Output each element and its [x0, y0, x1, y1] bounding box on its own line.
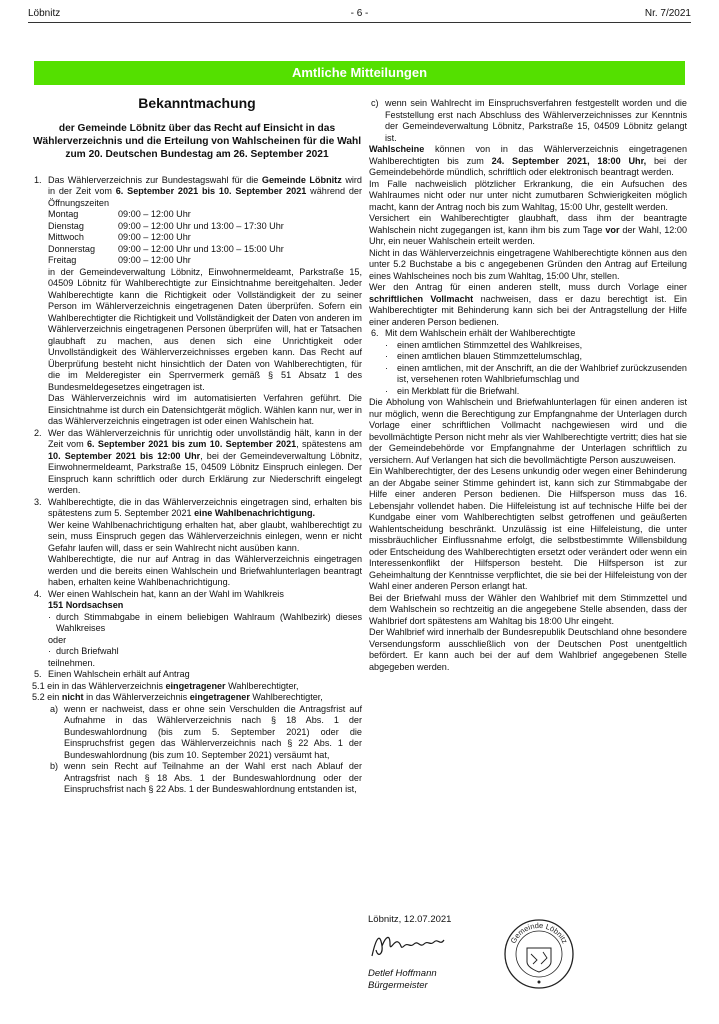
handwritten-signature — [368, 928, 450, 962]
item-6-bullet: · ein Merkblatt für die Briefwahl. — [385, 385, 520, 396]
hours-row: Dienstag 09:00 – 12:00 Uhr und 13:00 – 17:30 Uhr — [48, 220, 284, 231]
item-4: 4. Wer einen Wahlschein hat, kann an der Wahl im Wahlkreis 151 Nordsachsen — [34, 588, 284, 610]
signer-role: Bürgermeister — [368, 980, 428, 991]
item-5-2-a: a) wenn er nachweist, dass er ohne sein Verschulden die Antragsfrist auf Aufnahme in das Wählerverzeichnis nach § 18 Abs. 1 der Bundeswahlordnung (bis zum 5. September 2021) oder die Einspruchsfrist gegen das Wählerverzeichnis nach § 22 Abs. 1 der Bundeswahlordnung (bis zum 10. September 2021) versäumt hat, — [50, 703, 362, 760]
illness-para: Im Falle nachweislich plötzlicher Erkrankung, die ein Aufsuchen des Wahlraumes nicht oder nur unter nicht zumutbaren Schwierigkeiten möglich macht, kann der Antrag noch bis zum Wahltag, 15:00 Uhr, gestellt werden. — [369, 178, 687, 212]
item-6-bullet: · einen amtlichen, mit der Anschrift, an die der Wahlbrief zurückzusenden ist, versehenen roten Wahlbriefumschlag und — [385, 362, 687, 384]
postal-vote-para: Bei der Briefwahl muss der Wähler den Wahlbrief mit dem Stimmzettel und dem Wahlschein so rechtzeitig an die angegebene Stelle absenden, dass der Wahlbrief dort spätestens am Wahltag bis 18:00 Uhr eingeht. — [369, 592, 687, 626]
item-4-end: teilnehmen. — [48, 657, 96, 668]
hours-row: Donnerstag 09:00 – 12:00 Uhr und 13:00 – 15:00 Uhr — [48, 243, 284, 254]
item-1-body-2: Das Wählerverzeichnis wird im automatisierten Verfahren geführt. Die Einsichtnahme ist durch ein Datensichtgerät möglich. Wählen kann nur, wer in das Wählerverzeichnis eingetragen ist oder einen Wahlschein hat. — [48, 393, 362, 426]
proxy-para: Wer den Antrag für einen anderen stellt, muss durch Vorlage einer schriftlichen Vollmacht nachweisen, dass er dazu berechtigt ist. Ein Wahlberechtigter mit Behinderung kann sich bei der Antragstellung der Hilfe einer anderen Person bedienen. — [369, 282, 687, 327]
header-page-number: - 6 - — [350, 8, 369, 19]
lost-ballot-para: Versichert ein Wahlberechtigter glaubhaft, dass ihm der beantragte Wahlschein nicht zugegangen ist, kann ihm bis zum Tage vor der Wahl, 12:00 Uhr, ein neuer Wahlschein erteilt werden. — [369, 213, 687, 246]
item-5: 5. Einen Wahlschein erhält auf Antrag — [34, 669, 190, 679]
delivery-para: Der Wahlbrief wird innerhalb der Bundesrepublik Deutschland ohne besondere Versendungsform ausschließlich von der Deutschen Post unentgeltlich befördert. Er kann auch bei der auf dem Wahlbrief angegebenen Stelle abgegeben werden. — [369, 627, 687, 672]
item-5-2-c: c) wenn sein Wahlrecht im Einspruchsverfahren festgestellt worden und die Feststellung erst nach Abschluss des Wählerverzeichnisses zur Kenntnis der Gemeindeverwaltung Löbnitz, Parkstraße 15, 04509 Löbnitz gelangt ist. — [371, 98, 687, 143]
section-banner: Amtliche Mitteilungen — [34, 61, 685, 85]
assistance-para: Ein Wahlberechtigter, der des Lesens unkundig oder wegen einer Behinderung an der Abgabe seiner Stimme gehindert ist, kann sich zur Stimmabgabe der Hilfe einer anderen Person bedienen. Die Hilfsperson muss das 16. Lebensjahr vollendet haben. Die Hilfeleistung ist auf technische Hilfe bei der Kundgabe einer vom Wahlberechtigten selbst getroffenen und geäußerten Wahlentscheidung beschränkt. Unzulässig ist eine Hilfeleistung, die unter missbräuchlicher Einflussnahme erfolgt, die selbstbestimmte Willensbildung oder Entscheidung des Wahlberechtigten ersetzt oder verändert oder wenn ein Interessenkonflikt der Hilfsperson besteht. Die Hilfsperson ist zur Geheimhaltung der Kenntnisse verpflichtet, die sie bei der Hilfeleistung von der Wahl einer anderen Person erlangt hat. — [369, 466, 687, 591]
item-4-or: oder — [48, 634, 67, 645]
item-5-2: 5.2 ein nicht in das Wählerverzeichnis eingetragener Wahlberechtigter, — [32, 692, 323, 702]
doc-subtitle: der Gemeinde Löbnitz über das Recht auf Einsicht in das Wählerverzeichnis und die Erteilung von Wahlscheinen für die Wahl zum 20. Deutschen Bundestag am 26. September 2021 — [32, 122, 362, 160]
page-header — [28, 8, 691, 23]
left-column — [32, 95, 362, 796]
item-1: 1. Das Wählerverzeichnis zur Bundestagswahl für die Gemeinde Löbnitz wird in der Zeit vom 6. September 2021 bis 10. September 2021 während der Öffnungszeiten — [34, 174, 362, 208]
hours-row: Mittwoch 09:00 – 12:00 Uhr — [48, 232, 191, 242]
svg-text:Gemeinde Löbnitz — [509, 921, 570, 945]
municipal-seal — [503, 918, 575, 990]
opening-hours — [32, 209, 362, 267]
item-5-2-b: b) wenn sein Recht auf Teilnahme an der Wahl erst nach Ablauf der Antragsfrist nach § 18 Abs. 1 der Bundeswahlordnung oder der Einspruchsfrist nach § 22 Abs. 1 der Bundeswahlordnung entstanden ist, — [50, 761, 362, 794]
header-town: Löbnitz — [28, 8, 61, 19]
item-3: 3. Wahlberechtigte, die in das Wählerverzeichnis eingetragen sind, erhalten bis spätestens zum 5. September 2021 eine Wahlbenachrichtigung. — [34, 496, 362, 518]
place-date: Löbnitz, 12.07.2021 — [368, 914, 452, 925]
item-6: 6. Mit dem Wahlschein erhält der Wahlberechtigte — [371, 328, 576, 338]
item-4-option-1: · durch Stimmabgabe in einem beliebigen Wahlraum (Wahlbezirk) dieses Wahlkreises — [48, 611, 362, 633]
pickup-para: Die Abholung von Wahlschein und Briefwahlunterlagen für einen anderen ist nur möglich, wenn die Berechtigung zur Empfangnahme der Unterlagen durch Vorlage einer schriftlichen Vollmacht nachgewiesen wird und die bevollmächtigte Person nicht mehr als vier Wahlberechtigte vertritt; dies hat sie der Gemeindebehörde vor Empfangnahme der Unterlagen schriftlich zu versichern. Auf Verlangen hat sich die bevollmächtigte Person auszuweisen. — [369, 397, 687, 465]
hours-row: Freitag 09:00 – 12:00 Uhr — [48, 255, 191, 265]
item-5-1: 5.1 ein in das Wählerverzeichnis eingetragener Wahlberechtigter, — [32, 680, 299, 691]
item-6-bullet: · einen amtlichen blauen Stimmzettelumschlag, — [385, 351, 583, 361]
item-2: 2. Wer das Wählerverzeichnis für unrichtig oder unvollständig hält, kann in der Zeit vom 6. September 2021 bis zum 10. September 2021, spätestens am 10. September 2021 bis 12:00 Uhr, bei der Gemeindeverwaltung Löbnitz, Einwohnermeldeamt, Parkstraße 15, 04509 Löbnitz Einspruch einlegen. Der Einspruch kann schriftlich oder durch Erklärung zur Niederschrift eingelegt werden. — [34, 427, 362, 495]
item-3-body: Wer keine Wahlbenachrichtigung erhalten hat, aber glaubt, wahlberechtigt zu sein, muss Einspruch gegen das Wählerverzeichnis einlegen, wenn er nicht Gefahr laufen will, dass er sein Wahlrecht nicht ausüben kann. — [48, 519, 362, 553]
item-6-bullet: · einen amtlichen Stimmzettel des Wahlkreises, — [385, 339, 583, 350]
item-3-body-2: Wahlberechtigte, die nur auf Antrag in das Wählerverzeichnis eingetragen werden und die bereits einen Wahlschein und Briefwahlunterlagen beantragt haben, erhalten keine Wahlbenachrichtigung. — [48, 554, 362, 587]
doc-title: Bekanntmachung — [138, 95, 256, 111]
seal-text: Gemeinde Löbnitz — [508, 920, 570, 946]
header-issue: Nr. 7/2021 — [644, 8, 691, 19]
wahlscheine-para: Wahlscheine können von in das Wählerverzeichnis eingetragenen Wahlberechtigten bis zum 24. September 2021, 18:00 Uhr, bei der Gemeindebehörde mündlich, schriftlich oder elektronisch beantragt werden. — [369, 144, 688, 177]
right-column — [369, 98, 687, 673]
item-1-body: in der Gemeindeverwaltung Löbnitz, Einwohnermeldeamt, Parkstraße 15, 04509 Löbnitz für Wahlberechtigte zur Einsichtnahme bereitgehalten. Jeder Wahlberechtigte kann die Richtigkeit oder Vollständigkeit der zu seiner Person im Wählerverzeichnis eingetragenen Daten überprüfen. Sofern ein Wahlberechtigter die Richtigkeit und Vollständigkeit der Daten von anderen im Wählerverzeichnis eingetragenen Personen überprüfen will, hat er Tatsachen glaubhaft zu machen, aus denen sich eine Unrichtigkeit oder Unvollständigkeit des Wählerverzeichnisses ergeben kann. Das Recht auf Überprüfung besteht nicht hinsichtlich der Daten von Wahlberechtigten, für die im Melderegister ein Sperrvermerk gemäß § 51 Absatz 1 des Bundesmeldegesetzes eingetragen ist. — [48, 266, 362, 392]
not-registered-para: Nicht in das Wählerverzeichnis eingetragene Wahlberechtigte können aus den unter 5.2 Buchstabe a bis c angegebenen Gründen den Antrag auf Erteilung eines Wahlscheines noch bis zum Wahltag, 15:00 Uhr, stellen. — [369, 247, 687, 281]
hours-row: Montag 09:00 – 12:00 Uhr — [48, 209, 191, 219]
item-4-option-2: · durch Briefwahl — [48, 646, 119, 656]
signer-name: Detlef Hoffmann — [368, 968, 437, 979]
